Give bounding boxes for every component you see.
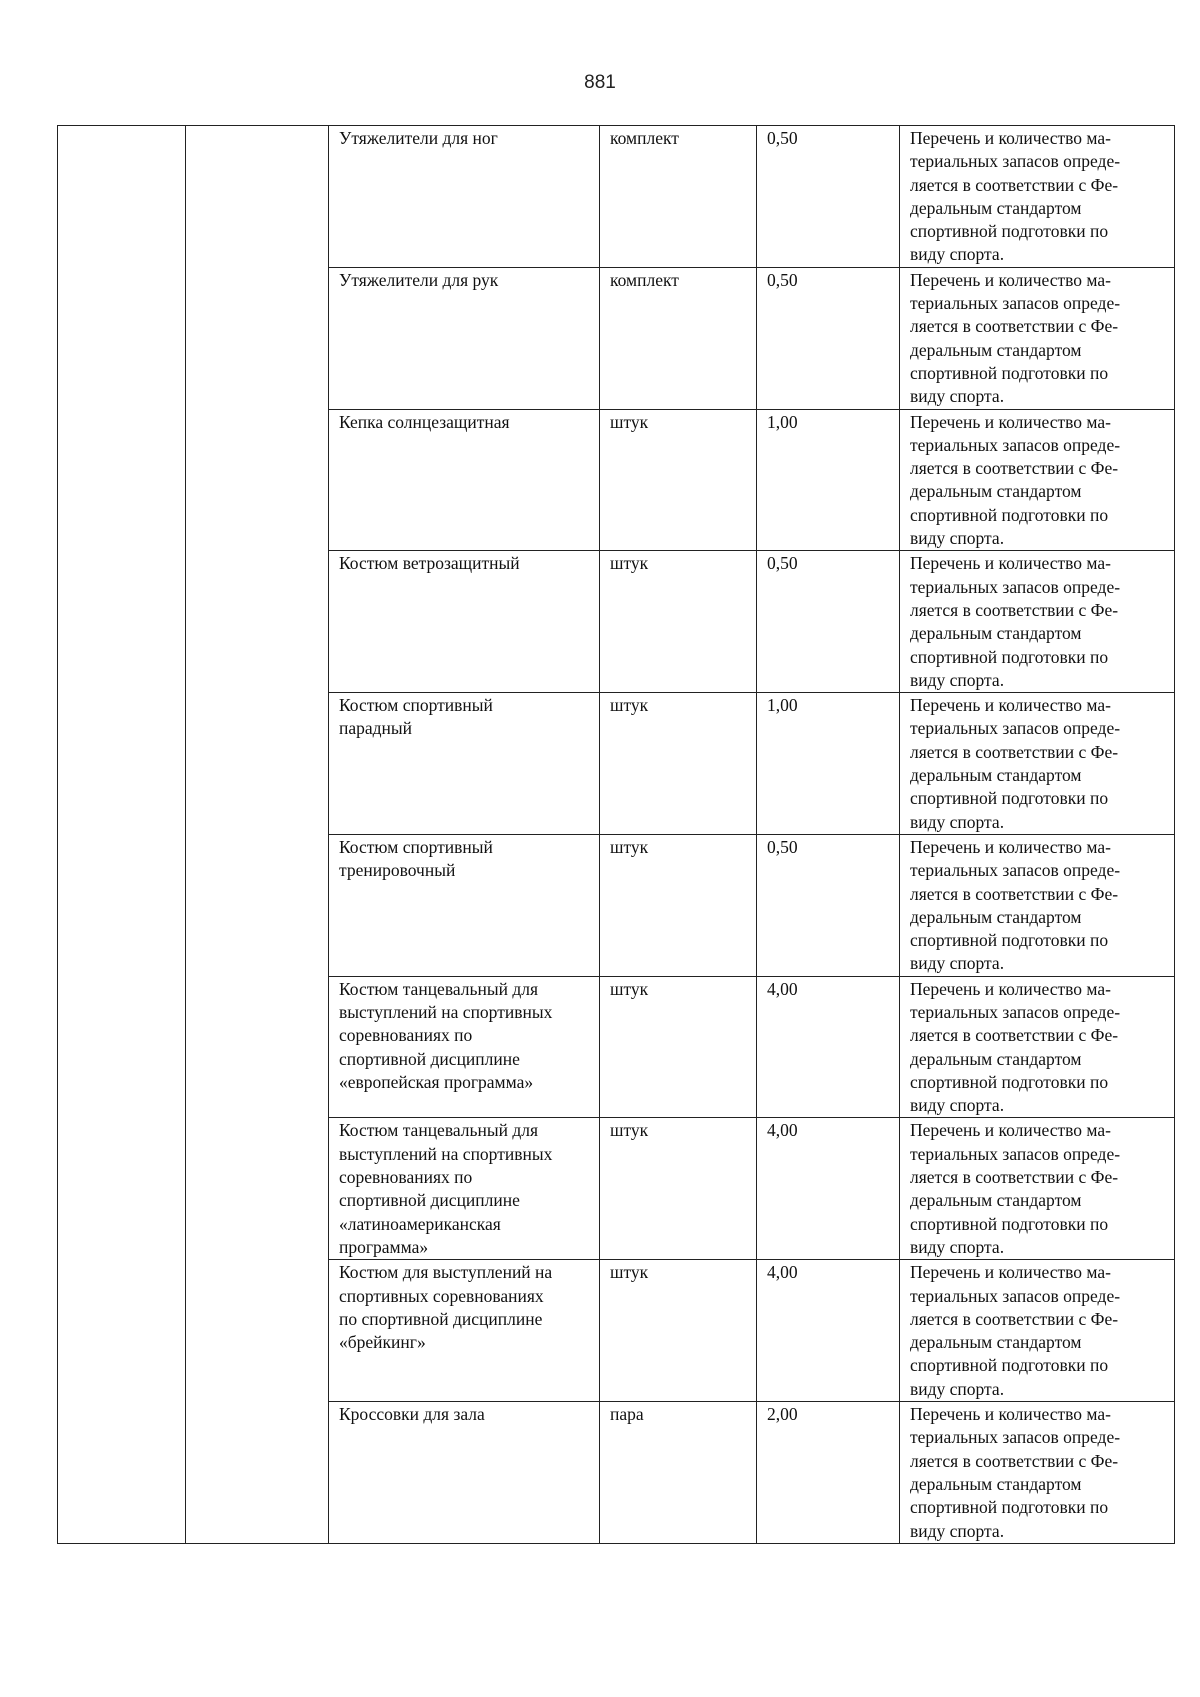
- unit-cell: штук: [600, 834, 757, 976]
- note-cell: Перечень и количество ма- териальных запасов опреде- ляется в соответствии с Фе- деральным стандартом спортивной подготовки по виду спорта.: [900, 693, 1175, 835]
- quantity-cell: 2,00: [757, 1402, 900, 1544]
- unit-cell: штук: [600, 1260, 757, 1402]
- item-name-cell: Утяжелители для ног: [329, 126, 600, 268]
- item-name-cell: Костюм ветрозащитный: [329, 551, 600, 693]
- note-cell: Перечень и количество ма- териальных запасов опреде- ляется в соответствии с Фе- деральным стандартом спортивной подготовки по виду спорта.: [900, 976, 1175, 1118]
- equipment-table: [57, 125, 1175, 1544]
- item-name-cell: Кроссовки для зала: [329, 1402, 600, 1544]
- item-name-cell: Костюм спортивный парадный: [329, 693, 600, 835]
- item-name-cell: Костюм танцевальный для выступлений на спортивных соревнованиях по спортивной дисциплине «латиноамериканская программа»: [329, 1118, 600, 1260]
- item-name-cell: Кепка солнцезащитная: [329, 409, 600, 551]
- quantity-cell: 0,50: [757, 126, 900, 268]
- unit-cell: штук: [600, 409, 757, 551]
- note-cell: Перечень и количество ма- териальных запасов опреде- ляется в соответствии с Фе- деральным стандартом спортивной подготовки по виду спорта.: [900, 551, 1175, 693]
- unit-cell: пара: [600, 1402, 757, 1544]
- merged-empty-cell-2: [186, 126, 329, 1544]
- quantity-cell: 0,50: [757, 834, 900, 976]
- quantity-cell: 4,00: [757, 1118, 900, 1260]
- quantity-cell: 4,00: [757, 1260, 900, 1402]
- note-cell: Перечень и количество ма- териальных запасов опреде- ляется в соответствии с Фе- деральным стандартом спортивной подготовки по виду спорта.: [900, 267, 1175, 409]
- note-cell: Перечень и количество ма- териальных запасов опреде- ляется в соответствии с Фе- деральным стандартом спортивной подготовки по виду спорта.: [900, 834, 1175, 976]
- unit-cell: штук: [600, 551, 757, 693]
- note-cell: Перечень и количество ма- териальных запасов опреде- ляется в соответствии с Фе- деральным стандартом спортивной подготовки по виду спорта.: [900, 126, 1175, 268]
- quantity-cell: 1,00: [757, 693, 900, 835]
- unit-cell: комплект: [600, 267, 757, 409]
- page-number: 881: [584, 72, 616, 93]
- note-cell: Перечень и количество ма- териальных запасов опреде- ляется в соответствии с Фе- деральным стандартом спортивной подготовки по виду спорта.: [900, 409, 1175, 551]
- table-body: [58, 126, 1175, 1544]
- unit-cell: штук: [600, 976, 757, 1118]
- item-name-cell: Костюм спортивный тренировочный: [329, 834, 600, 976]
- note-cell: Перечень и количество ма- териальных запасов опреде- ляется в соответствии с Фе- деральным стандартом спортивной подготовки по виду спорта.: [900, 1402, 1175, 1544]
- unit-cell: комплект: [600, 126, 757, 268]
- note-cell: Перечень и количество ма- териальных запасов опреде- ляется в соответствии с Фе- деральным стандартом спортивной подготовки по виду спорта.: [900, 1118, 1175, 1260]
- unit-cell: штук: [600, 1118, 757, 1260]
- quantity-cell: 0,50: [757, 267, 900, 409]
- item-name-cell: Костюм для выступлений на спортивных соревнованиях по спортивной дисциплине «брейкинг»: [329, 1260, 600, 1402]
- table-row: [58, 126, 1175, 268]
- item-name-cell: Утяжелители для рук: [329, 267, 600, 409]
- item-name-cell: Костюм танцевальный для выступлений на спортивных соревнованиях по спортивной дисциплине «европейская программа»: [329, 976, 600, 1118]
- quantity-cell: 1,00: [757, 409, 900, 551]
- note-cell: Перечень и количество ма- териальных запасов опреде- ляется в соответствии с Фе- деральным стандартом спортивной подготовки по виду спорта.: [900, 1260, 1175, 1402]
- quantity-cell: 0,50: [757, 551, 900, 693]
- quantity-cell: 4,00: [757, 976, 900, 1118]
- merged-empty-cell-1: [58, 126, 186, 1544]
- unit-cell: штук: [600, 693, 757, 835]
